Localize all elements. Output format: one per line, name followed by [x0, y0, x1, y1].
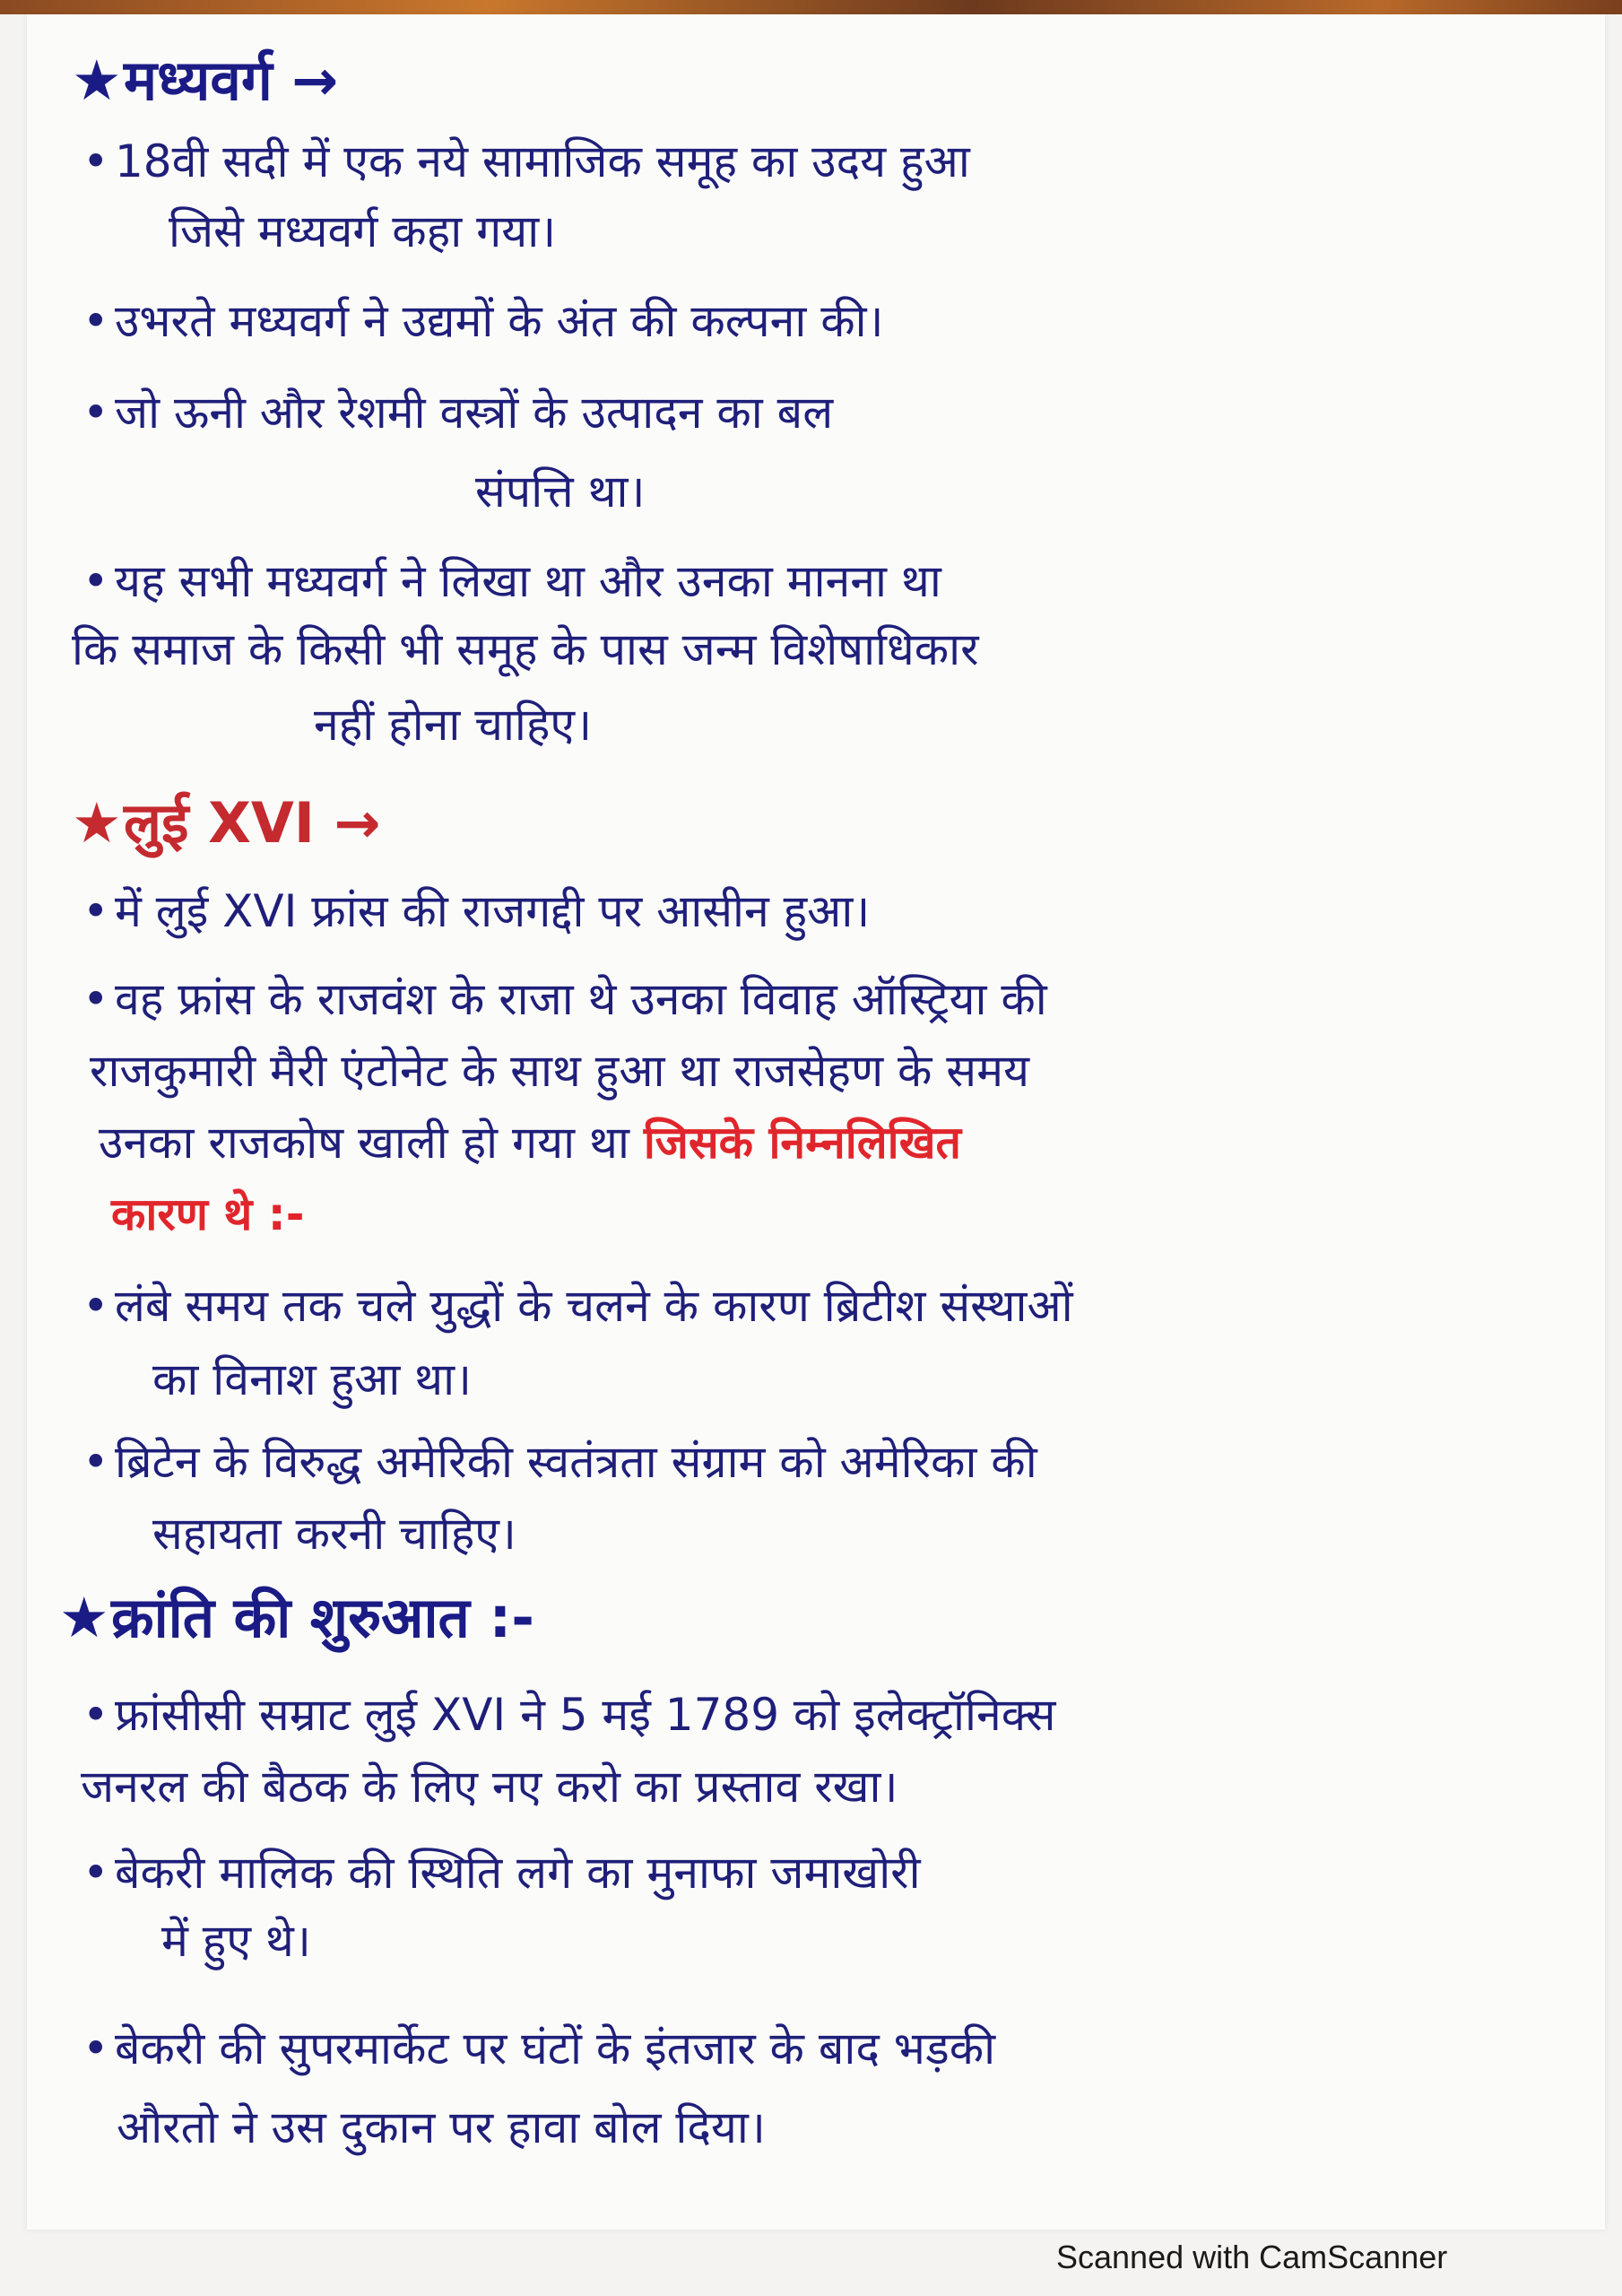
notebook-page: [27, 14, 1605, 2230]
list-item: • फ्रांसीसी सम्राट लुई XVI ने 5 मई 1789 को इलेक्ट्रॉनिक्स: [82, 1689, 1056, 1741]
highlight-text: जिसके निम्नलिखित: [643, 1117, 961, 1169]
list-item-continuation: राजकुमारी मैरी एंटोनेट के साथ हुआ था राजसेहण के समय: [90, 1045, 1029, 1097]
list-item: • बेकरी की सुपरमार्केट पर घंटों के इंतजार के बाद भड़की: [82, 2022, 996, 2074]
list-item-continuation: सहायता करनी चाहिए।: [152, 1508, 516, 1560]
star-icon: ★: [72, 48, 122, 113]
list-item: • जो ऊनी और रेशमी वस्त्रों के उत्पादन का बल: [82, 387, 834, 439]
list-item-continuation: में हुए थे।: [161, 1915, 311, 1967]
list-item-continuation: नहीं होना चाहिए।: [314, 699, 593, 751]
list-item: • ब्रिटेन के विरुद्ध अमेरिकी स्वतंत्रता संग्राम को अमेरिका की: [82, 1436, 1037, 1488]
scanner-watermark: Scanned with CamScanner: [1056, 2239, 1448, 2275]
star-icon: ★: [59, 1585, 109, 1650]
list-item-continuation: संपत्ति था।: [475, 465, 646, 517]
list-item-continuation: औरतो ने उस दुकान पर हावा बोल दिया।: [117, 2101, 766, 2153]
list-item-continuation: जिसे मध्यवर्ग कहा गया।: [169, 205, 557, 257]
list-item-continuation: कारण थे :-: [111, 1188, 305, 1240]
star-icon: ★: [72, 790, 122, 856]
list-item: • 18वी सदी में एक नये सामाजिक समूह का उदय हुआ: [82, 135, 970, 187]
section-heading-louis-xvi: ★लुई XVI →: [72, 787, 380, 859]
list-item-continuation: का विनाश हुआ था।: [152, 1353, 472, 1405]
section-heading-middle-class: ★मध्यवर्ग →: [72, 45, 338, 117]
list-item-continuation: जनरल की बैठक के लिए नए करो का प्रस्ताव रखा।: [81, 1761, 898, 1813]
section-heading-revolution-start: ★क्रांति की शुरुआत :-: [59, 1582, 534, 1654]
list-item: • में लुई XVI फ्रांस की राजगद्दी पर आसीन हुआ।: [82, 885, 871, 937]
list-item: • लंबे समय तक चले युद्धों के चलने के कारण ब्रिटीश संस्थाओं: [82, 1280, 1073, 1332]
list-item-continuation: उनका राजकोष खाली हो गया था जिसके निम्नलिखित: [99, 1117, 961, 1169]
list-item: • वह फ्रांस के राजवंश के राजा थे उनका विवाह ऑस्ट्रिया की: [82, 973, 1047, 1025]
list-item: • उभरते मध्यवर्ग ने उद्यमों के अंत की कल्पना की।: [82, 295, 884, 347]
list-item: • यह सभी मध्यवर्ग ने लिखा था और उनका मानना था: [82, 555, 941, 607]
scan-top-edge: [0, 0, 1622, 14]
list-item: • बेकरी मालिक की स्थिति लगे का मुनाफा जमाखोरी: [82, 1847, 921, 1899]
list-item-continuation: कि समाज के किसी भी समूह के पास जन्म विशेषाधिकार: [72, 623, 979, 675]
